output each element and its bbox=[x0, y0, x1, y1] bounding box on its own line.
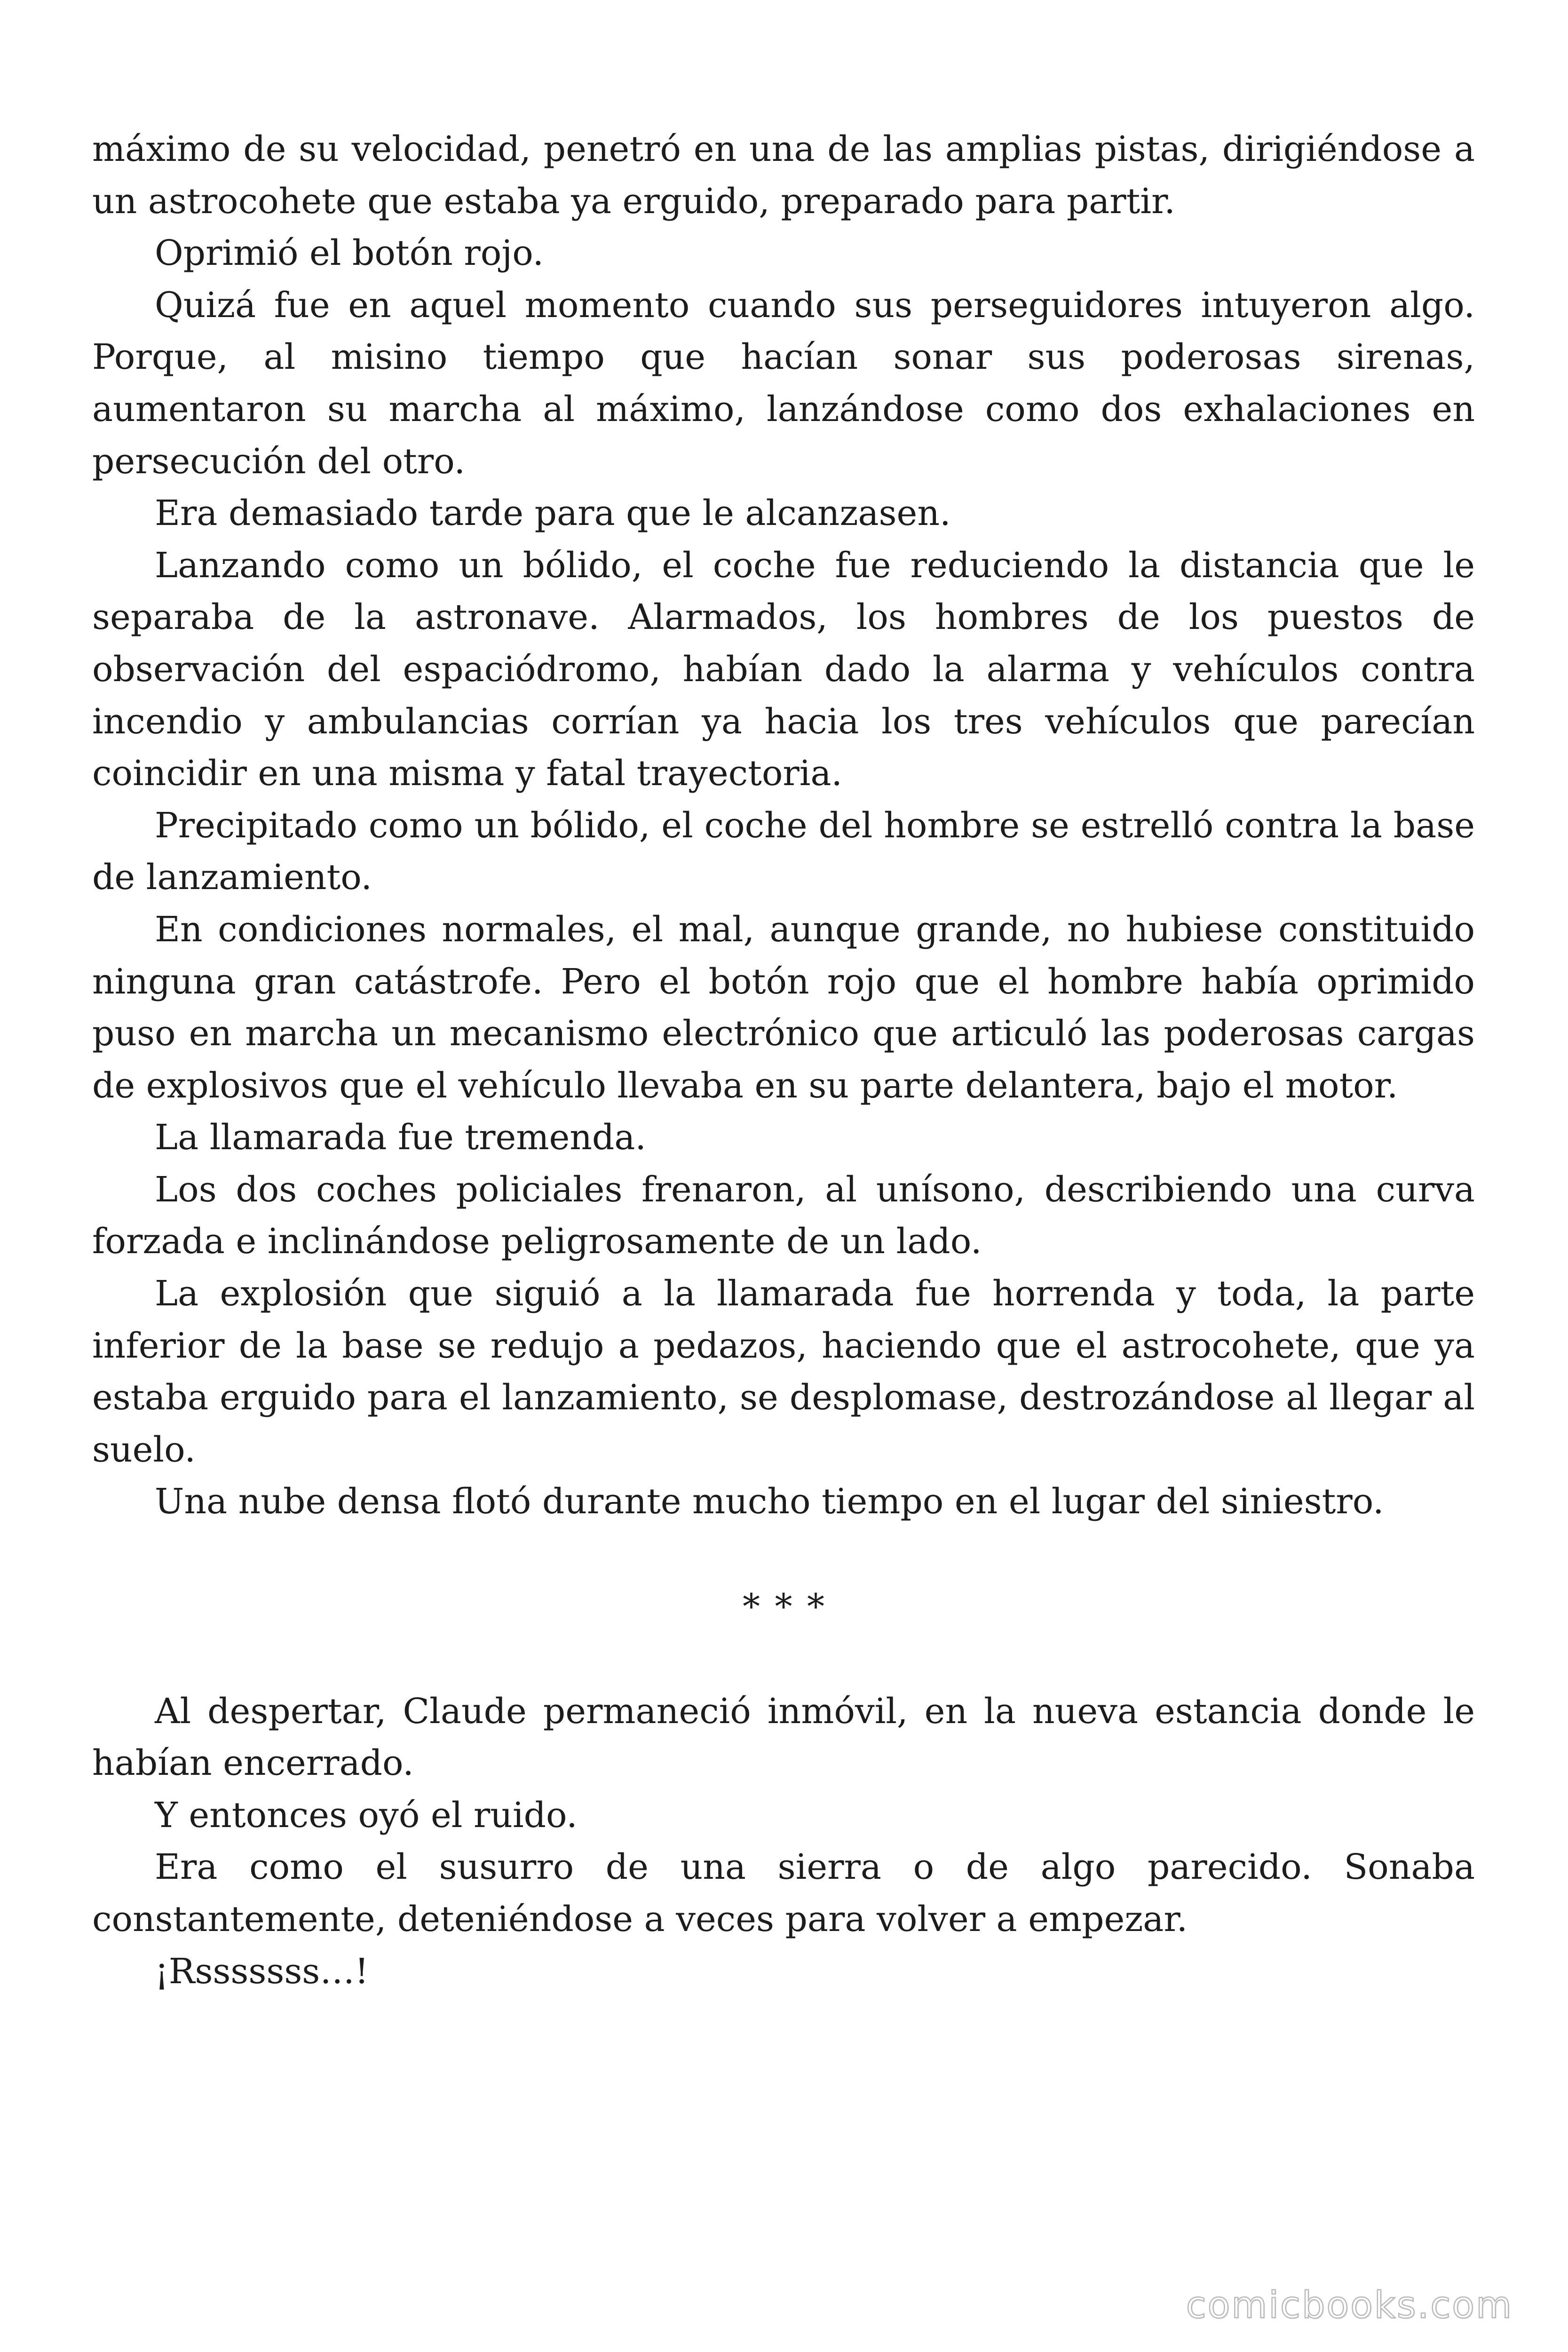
paragraph: Los dos coches policiales frenaron, al unísono, describiendo una curva forzada e inclinándose peligrosamente de un lado. bbox=[92, 1169, 1475, 1262]
paragraph: Quizá fue en aquel momento cuando sus perseguidores intuyeron algo. Porque, al misino tiempo que hacían sonar sus poderosas sirenas, aumentaron su marcha al máximo, lanzándose como dos exhalaciones en persecución del otro. bbox=[92, 285, 1475, 482]
paragraph: En condiciones normales, el mal, aunque grande, no hubiese constituido ninguna gran catástrofe. Pero el botón rojo que el hombre había oprimido puso en marcha un mecanismo electrónico que articuló las poderosas cargas de explosivos que el vehículo llevaba en su parte delantera, bajo el motor. bbox=[92, 909, 1475, 1106]
paragraph: Era como el susurro de una sierra o de algo parecido. Sonaba constantemente, deteniéndose a veces para volver a empezar. bbox=[92, 1847, 1475, 1939]
paragraph: Era demasiado tarde para que le alcanzasen. bbox=[155, 493, 951, 534]
paragraph: Precipitado como un bólido, el coche del hombre se estrelló contra la base de lanzamiento. bbox=[92, 805, 1475, 898]
paragraph: La explosión que siguió a la llamarada fue horrenda y toda, la parte inferior de la base se redujo a pedazos, haciendo que el astrocohete, que ya estaba erguido para el lanzamiento, se desplomase, destrozándose al llegar al suelo. bbox=[92, 1273, 1475, 1470]
watermark-logo: comicbooks.com bbox=[1186, 2284, 1513, 2327]
paragraph: Y entonces oyó el ruido. bbox=[155, 1795, 578, 1836]
section-separator: * * * bbox=[742, 1587, 825, 1628]
paragraph: La llamarada fue tremenda. bbox=[155, 1117, 646, 1158]
page-body bbox=[92, 123, 1475, 1997]
paragraph: Una nube densa flotó durante mucho tiempo en el lugar del siniestro. bbox=[155, 1481, 1384, 1522]
paragraph: máximo de su velocidad, penetró en una de las amplias pistas, dirigiéndose a un astrocohete que estaba ya erguido, preparado para partir. bbox=[92, 129, 1475, 222]
paragraph: Oprimió el botón rojo. bbox=[155, 233, 544, 274]
paragraph: Lanzando como un bólido, el coche fue reduciendo la distancia que le separaba de la astronave. Alarmados, los hombres de los puestos de observación del espaciódromo, habían dado la alarma y vehículos contra incendio y ambulancias corrían ya hacia los tres vehículos que parecían coincidir en una misma y fatal trayectoria. bbox=[92, 545, 1475, 794]
paragraph: ¡Rsssssss…! bbox=[155, 1951, 369, 1992]
paragraph: Al despertar, Claude permaneció inmóvil, en la nueva estancia donde le habían encerrado. bbox=[92, 1691, 1475, 1784]
